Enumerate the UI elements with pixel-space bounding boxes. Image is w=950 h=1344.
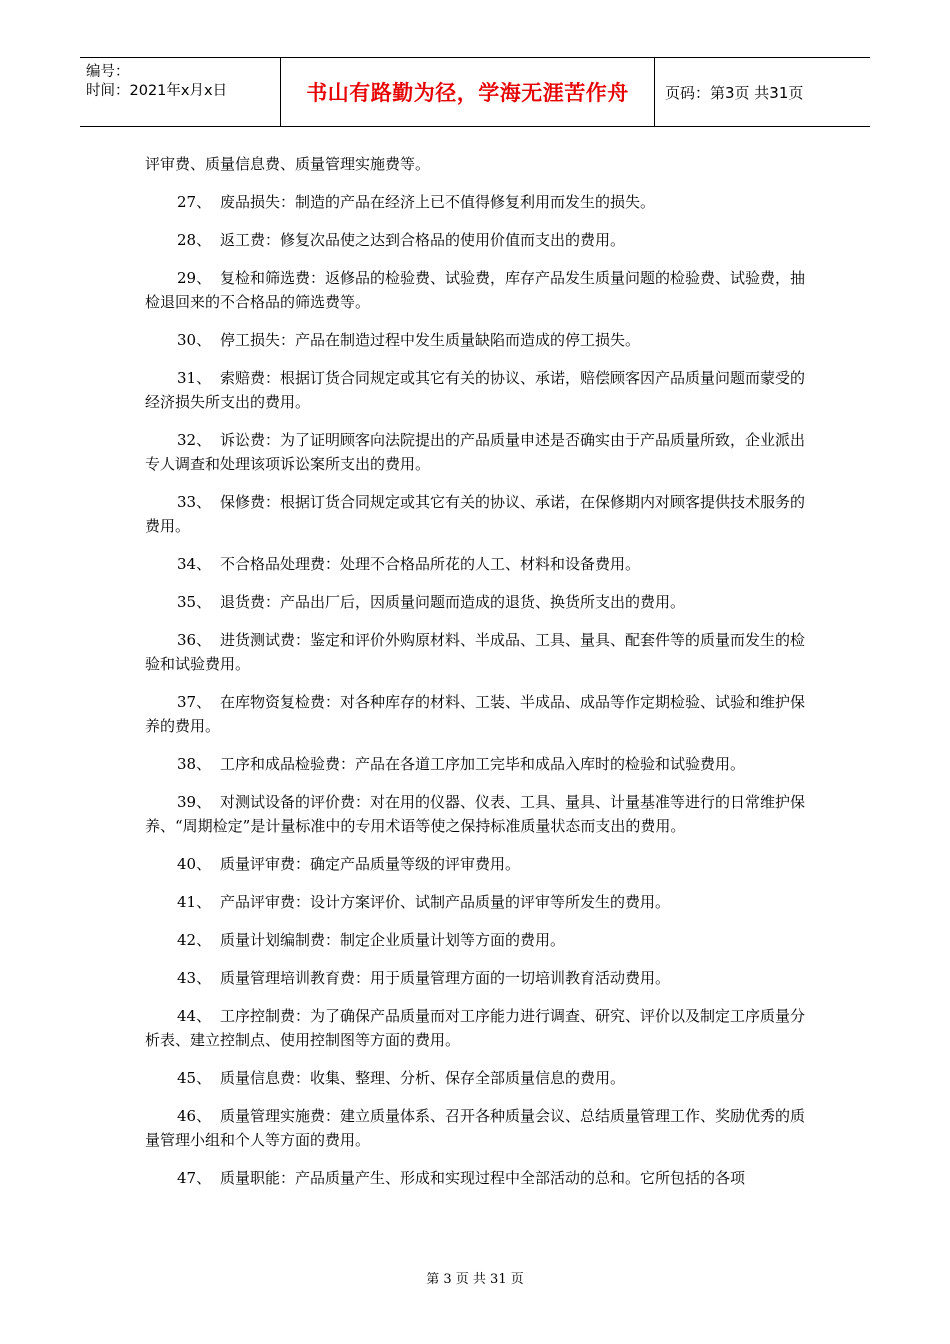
item-number: 28、 bbox=[177, 231, 212, 249]
code-label: 编号： bbox=[86, 64, 130, 80]
paragraph-text: 诉讼费：为了证明顾客向法院提出的产品质量申述是否确实由于产品质量所致，企业派出专人调查和处理该项诉讼案所支出的费用。 bbox=[145, 431, 806, 473]
item-number: 31、 bbox=[177, 369, 212, 387]
paragraph-text: 产品评审费：设计方案评价、试制产品质量的评审等所发生的费用。 bbox=[220, 893, 671, 911]
page-footer: 第 3 页 共 31 页 bbox=[426, 1272, 524, 1287]
paragraph bbox=[145, 1004, 805, 1052]
paragraph bbox=[145, 690, 805, 738]
document-body bbox=[145, 152, 805, 1204]
paragraph-text: 索赔费：根据订货合同规定或其它有关的协议、承诺，赔偿顾客因产品质量问题而蒙受的经济损失所支出的费用。 bbox=[145, 369, 806, 411]
paragraph bbox=[145, 190, 805, 214]
page-header bbox=[80, 57, 870, 127]
item-number: 38、 bbox=[177, 755, 212, 773]
paragraph-text: 退货费：产品出厂后，因质量问题而造成的退货、换货所支出的费用。 bbox=[220, 593, 686, 611]
item-number: 44、 bbox=[177, 1007, 212, 1025]
item-number: 39、 bbox=[177, 793, 212, 811]
item-number: 37、 bbox=[177, 693, 212, 711]
paragraph bbox=[145, 152, 805, 176]
item-number: 43、 bbox=[177, 969, 212, 987]
paragraph bbox=[145, 490, 805, 538]
paragraph-text: 复检和筛选费：返修品的检验费、试验费，库存产品发生质量问题的检验费、试验费，抽检退回来的不合格品的筛选费等。 bbox=[145, 269, 806, 311]
paragraph bbox=[145, 1166, 805, 1190]
item-number: 42、 bbox=[177, 931, 212, 949]
paragraph bbox=[145, 266, 805, 314]
paragraph-text: 评审费、质量信息费、质量管理实施费等。 bbox=[145, 155, 431, 173]
paragraph-text: 质量管理实施费：建立质量体系、召开各种质量会议、总结质量管理工作、奖励优秀的质量管理小组和个人等方面的费用。 bbox=[145, 1107, 806, 1149]
item-number: 29、 bbox=[177, 269, 212, 287]
paragraph-text: 返工费：修复次品使之达到合格品的使用价值而支出的费用。 bbox=[220, 231, 626, 249]
paragraph-text: 保修费：根据订货合同规定或其它有关的协议、承诺，在保修期内对顾客提供技术服务的费用。 bbox=[145, 493, 806, 535]
paragraph-text: 质量计划编制费：制定企业质量计划等方面的费用。 bbox=[220, 931, 566, 949]
item-number: 40、 bbox=[177, 855, 212, 873]
paragraph-text: 质量信息费：收集、整理、分析、保存全部质量信息的费用。 bbox=[220, 1069, 626, 1087]
paragraph bbox=[145, 328, 805, 352]
paragraph bbox=[145, 928, 805, 952]
paragraph-text: 质量管理培训教育费：用于质量管理方面的一切培训教育活动费用。 bbox=[220, 969, 671, 987]
item-number: 34、 bbox=[177, 555, 212, 573]
item-number: 36、 bbox=[177, 631, 212, 649]
paragraph bbox=[145, 552, 805, 576]
paragraph bbox=[145, 428, 805, 476]
paragraph-text: 对测试设备的评价费：对在用的仪器、仪表、工具、量具、计量基准等进行的日常维护保养、“周期检定”是计量标准中的专用术语等使之保持标准质量状态而支出的费用。 bbox=[145, 793, 806, 835]
item-number: 32、 bbox=[177, 431, 212, 449]
paragraph-text: 废品损失：制造的产品在经济上已不值得修复利用而发生的损失。 bbox=[220, 193, 656, 211]
paragraph bbox=[145, 228, 805, 252]
paragraph bbox=[145, 366, 805, 414]
item-number: 30、 bbox=[177, 331, 212, 349]
paragraph-text: 停工损失：产品在制造过程中发生质量缺陷而造成的停工损失。 bbox=[220, 331, 641, 349]
paragraph-text: 质量评审费：确定产品质量等级的评审费用。 bbox=[220, 855, 521, 873]
item-number: 41、 bbox=[177, 893, 212, 911]
item-number: 27、 bbox=[177, 193, 212, 211]
paragraph-text: 工序控制费：为了确保产品质量而对工序能力进行调查、研究、评价以及制定工序质量分析表、建立控制点、使用控制图等方面的费用。 bbox=[145, 1007, 806, 1049]
paragraph bbox=[145, 1104, 805, 1152]
paragraph-text: 进货测试费：鉴定和评价外购原材料、半成品、工具、量具、配套件等的质量而发生的检验和试验费用。 bbox=[145, 631, 806, 673]
paragraph bbox=[145, 966, 805, 990]
item-number: 35、 bbox=[177, 593, 212, 611]
paragraph bbox=[145, 790, 805, 838]
item-number: 47、 bbox=[177, 1169, 212, 1187]
paragraph-text: 工序和成品检验费：产品在各道工序加工完毕和成品入库时的检验和试验费用。 bbox=[220, 755, 746, 773]
item-number: 45、 bbox=[177, 1069, 212, 1087]
paragraph bbox=[145, 890, 805, 914]
paragraph-text: 不合格品处理费：处理不合格品所花的人工、材料和设备费用。 bbox=[220, 555, 641, 573]
paragraph-text: 质量职能：产品质量产生、形成和实现过程中全部活动的总和。它所包括的各项 bbox=[220, 1169, 746, 1187]
header-motto: 书山有路勤为径，学海无涯苦作舟 bbox=[281, 58, 655, 126]
item-number: 46、 bbox=[177, 1107, 212, 1125]
paragraph bbox=[145, 590, 805, 614]
header-meta bbox=[80, 58, 281, 126]
paragraph bbox=[145, 628, 805, 676]
paragraph bbox=[145, 752, 805, 776]
header-page-info: 页码：第3页 共31页 bbox=[665, 83, 804, 102]
paragraph bbox=[145, 1066, 805, 1090]
date-label: 时间：2021年x月x日 bbox=[86, 83, 228, 99]
paragraph-text: 在库物资复检费：对各种库存的材料、工装、半成品、成品等作定期检验、试验和维护保养的费用。 bbox=[145, 693, 806, 735]
item-number: 33、 bbox=[177, 493, 212, 511]
paragraph bbox=[145, 852, 805, 876]
